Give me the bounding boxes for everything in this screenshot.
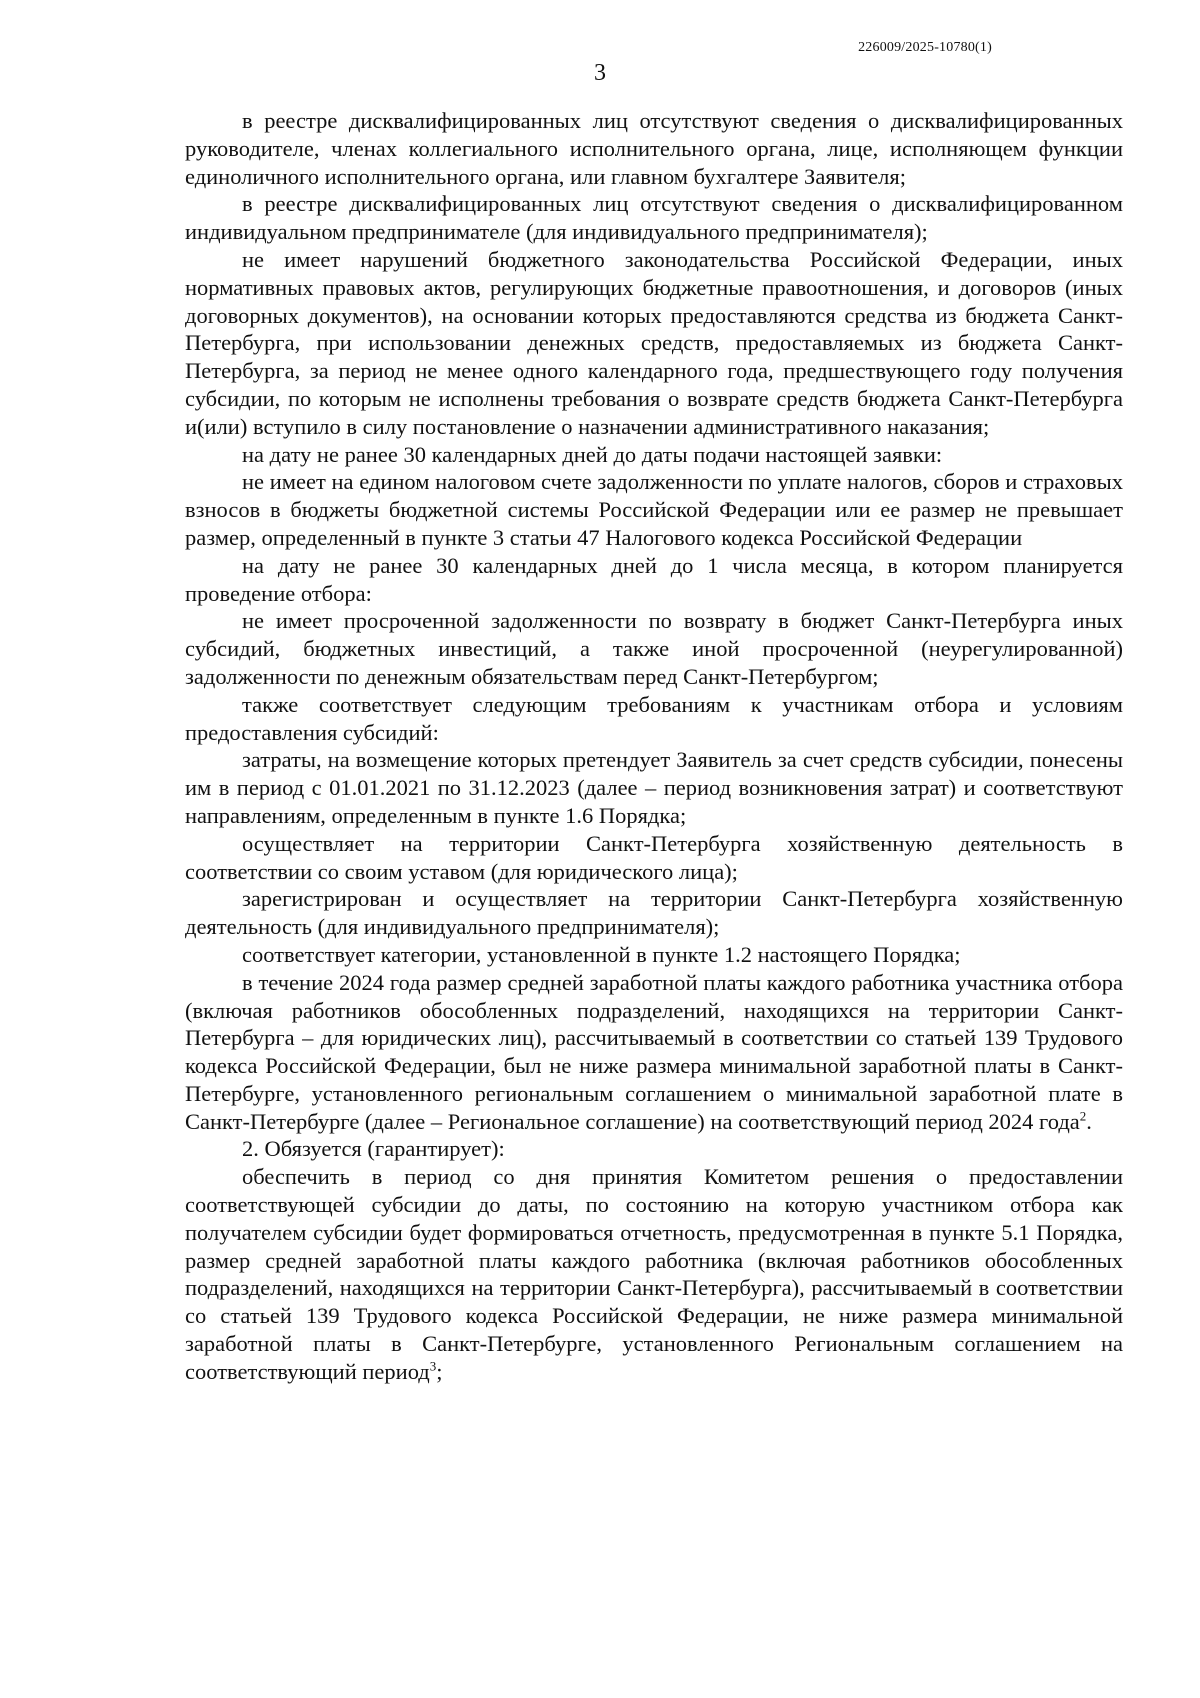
paragraph-budget-violations: не имеет нарушений бюджетного законодательства Российской Федерации, иных нормативных правовых актов, регулирующих бюджетные правоотношения, и договоров (иных договорных документов), на основании которых предоставляются средства из бюджета Санкт-Петербурга, при использовании денежных средств, предоставляемых из бюджета Санкт-Петербурга, за период не менее одного календарного года, предшествующего году получения субсидии, по которым не исполнены требования о возврате средств бюджета Санкт-Петербурга и(или) вступило в силу постановление о назначении административного наказания; (185, 246, 1123, 439)
paragraph-date-before-application: на дату не ранее 30 календарных дней до даты подачи настоящей заявки: (242, 441, 943, 467)
paragraph-tax-debt: не имеет на едином налоговом счете задолженности по уплате налогов, сборов и страховых взносов в бюджеты бюджетной системы Российской Федерации или ее размер не превышает размер, определенный в пункте 3 статьи 47 Налогового кодекса Российской Федерации (185, 469, 1123, 550)
page-number: 3 (594, 60, 606, 86)
paragraph-legal-entity-activity: осуществляет на территории Санкт-Петербурга хозяйственную деятельность в соответствии со своим уставом (для юридического лица); (185, 830, 1123, 884)
document-registration-number: 226009/2025-10780(1) (858, 40, 992, 55)
paragraph-requirements: также соответствует следующим требованиям к участникам отбора и условиям предоставления субсидий: (185, 691, 1123, 745)
paragraph-disqualified-managers: в реестре дисквалифицированных лиц отсутствуют сведения о дисквалифицированных руководителе, членах коллегиального исполнительного органа, лице, исполняющем функции единоличного исполнительного органа, или главном бухгалтере Заявителя; (185, 108, 1123, 189)
paragraph-average-salary-2024: в течение 2024 года размер средней заработной платы каждого работника участника отбора (включая работников обособленных подразделений, находящихся на территории Санкт-Петербурга – для юридических лиц), рассчитываемый в соответствии со статьей 139 Трудового кодекса Российской Федерации, был не ниже размера минимальной заработной платы в Санкт-Петербурге, установленного региональным соглашением о минимальной заработной плате в Санкт-Петербурге (далее – Региональное соглашение) на соответствующий период 2024 года$^2$. (185, 969, 1123, 1134)
paragraph-ensure-salary: обеспечить в период со дня принятия Комитетом решения о предоставлении соответствующей субсидии до даты, по состоянию на которую участником отбора как получателем субсидии будет формироваться отчетность, предусмотренная в пункте 5.1 Порядка, размер средней заработной платы каждого работника (включая работников обособленных подразделений, находящихся на территории Санкт-Петербурга), рассчитываемый в соответствии со статьей 139 Трудового кодекса Российской Федерации, не ниже размера минимальной заработной платы в Санкт-Петербурге, установленного Региональным соглашением на соответствующий период$^3$; (185, 1164, 1123, 1384)
paragraph-obligations-heading: 2. Обязуется (гарантирует): (242, 1136, 505, 1162)
paragraph-costs-period: затраты, на возмещение которых претендует Заявитель за счет средств субсидии, понесены им в период с 01.01.2021 по 31.12.2023 (далее – период возникновения затрат) и соответствуют направлениям, определенным в пункте 1.6 Порядка; (185, 747, 1123, 828)
footnote-mark-3: 3 (429, 1358, 437, 1374)
paragraph-entrepreneur-activity: зарегистрирован и осуществляет на территории Санкт-Петербурга хозяйственную деятельность (для индивидуального предпринимателя); (185, 886, 1123, 940)
paragraph-date-before-selection: на дату не ранее 30 календарных дней до 1 числа месяца, в котором планируется проведение отбора: (185, 552, 1123, 606)
footnote-mark-2: 2 (1079, 1108, 1087, 1124)
document-body (185, 107, 1123, 1386)
paragraph-disqualified-entrepreneur: в реестре дисквалифицированных лиц отсутствуют сведения о дисквалифицированном индивидуальном предпринимателе (для индивидуального предпринимателя); (185, 191, 1123, 245)
paragraph-category: соответствует категории, установленной в пункте 1.2 настоящего Порядка; (242, 941, 961, 967)
paragraph-overdue-debt: не имеет просроченной задолженности по возврату в бюджет Санкт-Петербурга иных субсидий, бюджетных инвестиций, а также иной просроченной (неурегулированной) задолженности по денежным обязательствам перед Санкт-Петербургом; (185, 608, 1123, 689)
